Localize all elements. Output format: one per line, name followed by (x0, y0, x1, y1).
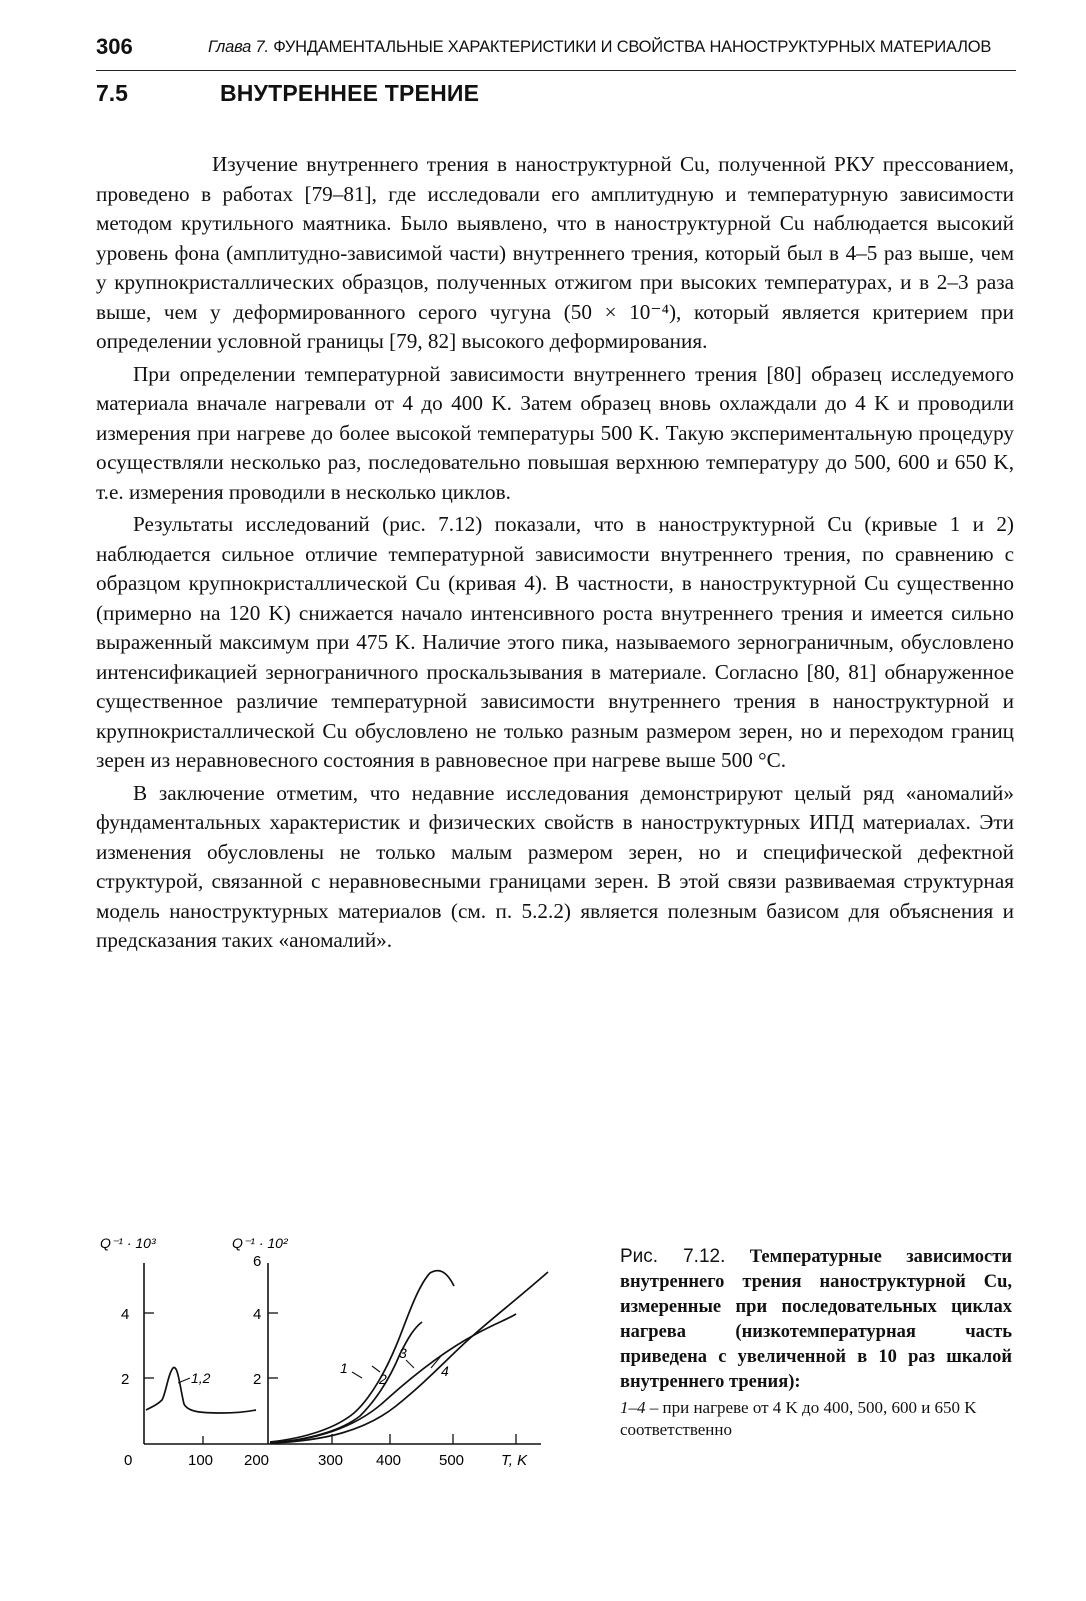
xtick-label-400: 400 (376, 1452, 402, 1469)
running-title (208, 38, 991, 57)
running-header (96, 30, 1016, 71)
internal-friction-plot (96, 1228, 556, 1478)
paragraph-1: Изучение внутреннего трения в наноструктурной Cu, полученной РКУ прессованием, проведено в работах [79–81], где исследовали его амплитудную и температурную зависимости методом крутильного маятника. Было выявлено, что в наноструктурной Cu наблюдается высокий уровень фона (амплитудно-зависимой части) внутреннего трения, который был в 4–5 раз выше, чем у крупнокристаллических образцов, полученных отжигом при высоких температурах, и в 2–3 раза выше, чем у деформированного серого чугуна (50 × 10⁻⁴), который является критерием при определении условной границы [79, 82] высокого деформирования. (96, 152, 1014, 353)
xtick-label-500: 500 (439, 1452, 465, 1469)
xtick-label-100: 100 (188, 1452, 214, 1469)
caption-note-text: – при нагреве от 4 K до 400, 500, 600 и 650 K соответственно (620, 1398, 977, 1439)
left-axis-label: Q⁻¹ · 10³ (100, 1235, 156, 1251)
curve-3 (270, 1314, 516, 1443)
figure-7-12 (96, 1228, 556, 1478)
chapter-label: Глава 7. (208, 38, 269, 56)
left-ytick-label-2: 2 (121, 1371, 130, 1388)
caption-note (620, 1397, 1012, 1441)
right-axis-label: Q⁻¹ · 10² (232, 1235, 288, 1251)
curve-label-1-2: 1,2 (191, 1370, 211, 1386)
curve-label-3: 3 (399, 1345, 407, 1361)
paragraph-2: При определении температурной зависимости внутреннего трения [80] образец исследуемого материала вначале нагревали от 4 до 400 K. Затем образец вновь охлаждали до 4 K и проводили измерения при нагреве до более высокой температуры 500 K. Такую экспериментальную процедуру осуществляли несколько раз, последовательно повышая верхнюю температуру до 500, 600 и 650 K, т.е. измерения проводили в несколько циклов. (96, 361, 1014, 504)
caption-main (620, 1244, 1012, 1395)
curve-1 (270, 1271, 454, 1442)
curve-4 (270, 1272, 548, 1443)
curve-3-leader (406, 1360, 414, 1368)
xtick-label-200: 200 (244, 1452, 270, 1469)
caption-text: Температурные зависимости внутреннего трения наноструктурной Cu, измеренные при последовательных циклах нагрева (низкотемпературная часть приведена с увеличенной в 10 раз шкалой внутреннего трения): (620, 1247, 1012, 1392)
page-number: 306 (96, 34, 133, 59)
curve-label-4: 4 (441, 1363, 449, 1379)
xtick-label-0: 0 (124, 1452, 133, 1469)
caption-label: Рис. 7.12. (620, 1246, 726, 1267)
right-ytick-label-2: 2 (253, 1371, 262, 1388)
right-ytick-label-6: 6 (253, 1253, 262, 1270)
curve-label-2: 2 (379, 1371, 387, 1387)
curve-1-leader (352, 1372, 362, 1378)
paragraph-3: Результаты исследований (рис. 7.12) показали, что в наноструктурной Cu (кривые 1 и 2) наблюдается сильное отличие температурной зависимости внутреннего трения, по сравнению с образцом крупнокристаллической Cu (кривая 4). В частности, в наноструктурной Cu существенно (примерно на 120 K) снижается начало интенсивного роста внутреннего трения и имеется сильно выраженный максимум при 475 K. Наличие этого пика, называемого зернограничным, обусловлено интенсификацией зернограничного проскальзывания в материале. Согласно [80, 81] обнаруженное существенное различие температурной зависимости внутреннего трения в наноструктурной и крупнокристаллической Cu обусловлено не только разным размером зерен, но и переходом границ зерен из неравновесного состояния в равновесное при нагреве выше 500 °C. (96, 512, 1014, 772)
figure-caption (620, 1244, 1012, 1441)
left-ytick-label-4: 4 (121, 1306, 130, 1323)
paragraph-4: В заключение отметим, что недавние исследования демонстрируют целый ряд «аномалий» фундаментальных характеристик и физических свойств в наноструктурных ИПД материалах. Эти изменения обусловлены не только малым размером зерен, но и специфической дефектной структурой, связанной с неравновесными границами зерен. В этой связи развиваемая структурная модель наноструктурных материалов (см. п. 5.2.2) является полезным базисом для объяснения и предсказания таких «аномалий». (96, 780, 1014, 952)
xtick-label-300: 300 (318, 1452, 344, 1469)
caption-curves: 1–4 (620, 1398, 646, 1417)
right-ytick-label-4: 4 (253, 1306, 262, 1323)
section-title: ВНУТРЕННЕЕ ТРЕНИЕ (220, 80, 480, 106)
curve-label-1: 1 (340, 1360, 348, 1376)
section-number: 7.5 (96, 80, 128, 106)
chapter-title: ФУНДАМЕНТАЛЬНЫЕ ХАРАКТЕРИСТИКИ И СВОЙСТВА НАНОСТРУКТУРНЫХ МАТЕРИАЛОВ (273, 38, 992, 56)
x-unit-label: T, K (501, 1452, 528, 1469)
body-text (96, 150, 1014, 956)
